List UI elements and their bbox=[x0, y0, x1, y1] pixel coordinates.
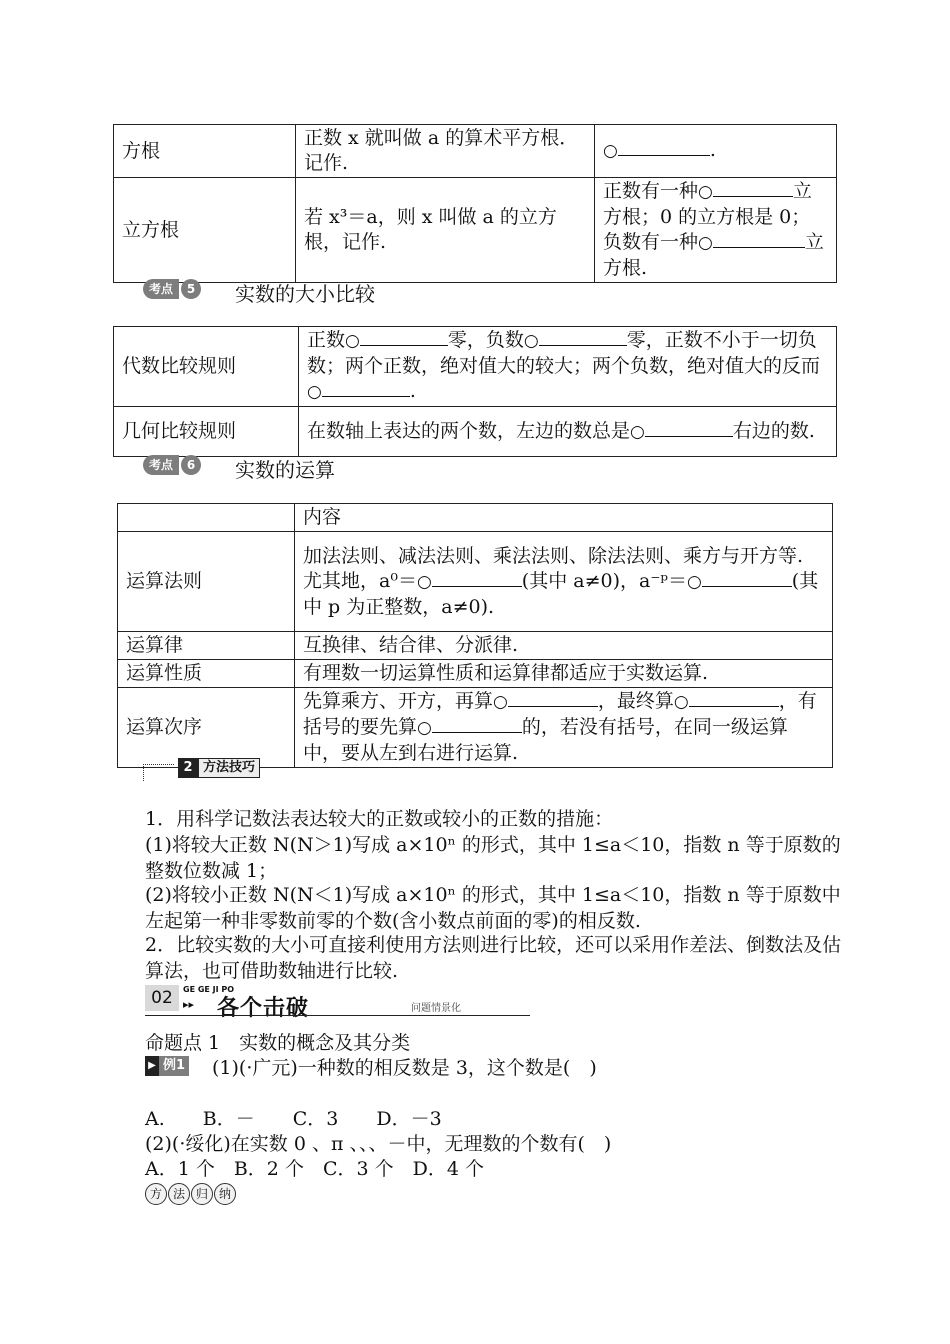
row-desc: 若 x³＝a，则 x 叫做 a 的立方根，记作. bbox=[296, 178, 595, 283]
section-subtitle: 问题情景化 bbox=[411, 1003, 461, 1014]
root-table bbox=[113, 124, 837, 283]
tip-line: 1．用科学记数法表达较大的正数或较小的正数的措施： bbox=[145, 808, 614, 830]
badge-char: 纳 bbox=[214, 1183, 236, 1205]
row-content: 加法法则、减法法则、乘法法则、除法法则、乘方与开方等. 尤其地，a⁰＝○ (其中 a≠0)，a⁻ᵖ＝○ (其中 p 为正整数，a≠0). bbox=[295, 532, 833, 632]
tip-line: (2)将较小正数 N(N＜1)写成 a×10ⁿ 的形式，其中 1≤a＜10，指数 n 等于原数中左起第一种非零数前零的个数(含小数点前面的零)的相反数. bbox=[145, 884, 841, 932]
question-1: (1)(·广元)一种数的相反数是 3，这个数是( ) bbox=[212, 1057, 597, 1079]
double-arrow-icon: ▸▸ bbox=[183, 998, 195, 1011]
badge-char: 方 bbox=[145, 1183, 167, 1205]
play-icon: ▶ bbox=[145, 1056, 159, 1076]
row-label: 立方根 bbox=[114, 178, 296, 283]
row-answer: ○ . bbox=[595, 125, 837, 178]
badge-char: 法 bbox=[168, 1183, 190, 1205]
header-content: 内容 bbox=[295, 504, 833, 532]
row-content: 在数轴上表达的两个数，左边的数总是○ 右边的数. bbox=[299, 407, 837, 457]
row-content: 先算乘方、开方，再算○ ，最终算○ ，有括号的要先算○ 的，若没有括号，在同一级运算中，要从左到右进行运算. bbox=[295, 688, 833, 768]
row-content: 互换律、结合律、分派律. bbox=[295, 632, 833, 660]
section-pinyin: GE GE JI PO bbox=[183, 985, 235, 994]
badge-char: 归 bbox=[191, 1183, 213, 1205]
operation-table bbox=[117, 503, 833, 768]
question-2-options: A．1 个 B．2 个 C．3 个 D．4 个 bbox=[145, 1158, 484, 1180]
tip-line: (1)将较大正数 N(N＞1)写成 a×10ⁿ 的形式，其中 1≤a＜10，指数 n 等于原数的整数位数减 1； bbox=[145, 834, 841, 882]
method-summary-badge bbox=[145, 1183, 237, 1205]
row-label: 代数比较规则 bbox=[114, 327, 299, 407]
row-label: 方根 bbox=[114, 125, 296, 178]
method-badge: 2 方法技巧 bbox=[178, 758, 260, 778]
row-desc: 正数 x 就叫做 a 的算术平方根．记作. bbox=[296, 125, 595, 178]
topic-title: 命题点 1 实数的概念及其分类 bbox=[145, 1032, 411, 1054]
row-answer: 正数有一种○ 立方根；0 的立方根是 0；负数有一种○ 立方根. bbox=[595, 178, 837, 283]
section-badge: 考点 6 bbox=[143, 455, 201, 475]
section-badge: 考点 5 bbox=[143, 279, 201, 299]
section-header bbox=[145, 985, 530, 1021]
dotted-corner bbox=[143, 764, 174, 781]
tip-line: 2．比较实数的大小可直接利使用方法则进行比较，还可以采用作差法、倒数法及估算法，也可借助数轴进行比较. bbox=[145, 934, 842, 982]
section-number: 02 bbox=[145, 985, 179, 1011]
row-content: 正数○ 零，负数○ 零，正数不小于一切负数；两个正数，绝对值大的较大；两个负数，绝对值大的反而○ . bbox=[299, 327, 837, 407]
row-label: 运算律 bbox=[118, 632, 295, 660]
divider bbox=[145, 1015, 530, 1016]
question-1-options: A. B．－ C．3 D．－3 bbox=[145, 1108, 442, 1130]
row-label: 运算法则 bbox=[118, 532, 295, 632]
question-2: (2)(·绥化)在实数 0 、π 、、、－中，无理数的个数有( ) bbox=[145, 1133, 612, 1155]
row-content: 有理数一切运算性质和运算律都适应于实数运算. bbox=[295, 660, 833, 688]
row-label: 几何比较规则 bbox=[114, 407, 299, 457]
example-badge: ▶ 例1 bbox=[145, 1056, 189, 1076]
section-title: 实数的大小比较 bbox=[235, 282, 375, 306]
header-empty bbox=[118, 504, 295, 532]
row-label: 运算性质 bbox=[118, 660, 295, 688]
section-title: 实数的运算 bbox=[235, 458, 335, 482]
row-label: 运算次序 bbox=[118, 688, 295, 768]
section-heading: 各个击破 bbox=[217, 996, 310, 1021]
compare-table bbox=[113, 326, 837, 457]
